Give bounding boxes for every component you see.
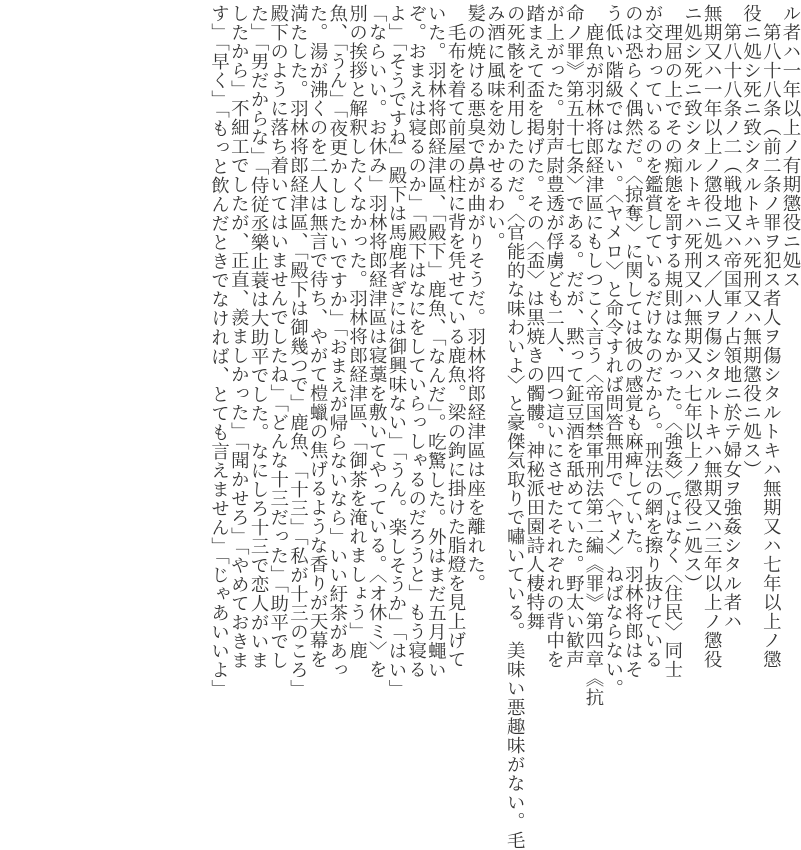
text-column: 「ならいい。お休み」羽林将郎経津區は寝藁を敷いてやっている。〈オ休ミ〉を	[366, 4, 388, 679]
text-column: 別の挨拶と解釈したくなかった。羽林将郎経津區、「御茶を淹れましょう」鹿	[346, 4, 368, 660]
text-column: う低い階級ではない。〈ヤメロ〉と命令すれば問答無用で〈ヤメ〉ねばならない。	[602, 4, 624, 698]
text-column: 魚、「うん」「夜更かししたいですか」「おまえが帰らないなら」いい紆茶があっ	[326, 4, 348, 680]
text-column: 満たした。羽林将郎経津區、「殿下は御幾つで」鹿魚、「十三」「私が十三のころ」	[287, 4, 309, 699]
text-column: 鹿魚が羽林将郎経津區にもしつこく言う〈帝国禁軍刑法第二編《罪》第四章《抗	[582, 4, 604, 707]
text-column: 無期又ハ一年以上ノ懲役ニ処ス／人ヲ傷シタルトキハ無期又ハ三年以上ノ懲役	[701, 4, 723, 669]
text-column: ぞ。おまえは寝るのか」「殿下はなにをしていらっしゃるのだろうと」もう寝る	[405, 4, 427, 679]
text-column: が上がった。射声尉豊透が俘虜ども二人、四つ這いにさせたそれぞれの背中を	[543, 4, 565, 669]
text-column: よ」「そうですね」殿下は馬鹿者ぎには御興味ない」「うん。楽しそうか」「はい」	[385, 4, 407, 699]
text-column: の死骸を利用したのだ。〈官能的な味わいよ〉と豪傑気取りで嘯いている。美味い悪趣味がない。毛	[504, 4, 526, 850]
text-column: み酒に風味を効かせるわい。	[484, 4, 506, 251]
text-column: た。湯が沸くのを二人は無言で待ち、やがて榿蠟の焦げるような香りが天幕を	[307, 4, 329, 669]
text-column: 第八十八条（前二条ノ罪ヲ犯ス者人ヲ傷シタルトキハ無期又ハ七年以上ノ懲	[760, 4, 782, 669]
text-column: 役ニ処シ死ニ致シタルトキハ死刑又ハ無期懲役ニ処ス）	[740, 4, 762, 479]
text-column: ル者ハ一年以上ノ有期懲役ニ処ス	[780, 4, 801, 289]
text-column: 理屈の上でその痴態を罰する規則はなかった。〈強姦〉ではなく〈住民〉同士	[661, 4, 683, 679]
text-column: 踏まえて盃を掲げた。その〈盃〉は黒焼きの髑髏。神秘派田園詩人棲特舞	[523, 4, 545, 631]
text-column: た」「男だからな」「侍従丞樂止蓑は大助平でした。なにしろ十三で恋人がいま	[248, 4, 270, 670]
text-column: のは恐らく偶然だ。〈掠奪〉に関しては彼の感覚も麻痺していた。羽林将郎はそ	[622, 4, 644, 679]
text-column: 毛布を着て前屋の柱に背を凭せている鹿魚。梁の鉤に掛けた脂燈を見上げて	[445, 4, 467, 669]
text-column: いた。羽林将郎経津區、「殿下」鹿魚、「なんだ」。吃驚した。外はまだ五月蠅い	[425, 4, 447, 680]
text-column: したから」不細工でしたが、正直、羨ましかった」「聞かせろ」「やめておきま	[228, 4, 250, 670]
text-column: す」「早く」「もっと飲んだときでなければ、とても言えません」「じゃあいいよ」	[208, 4, 230, 699]
text-column: ニ処シ死ニ致シタルトキハ死刑又ハ無期又ハ七年以上ノ懲役ニ処ス）	[681, 4, 703, 593]
text-column: が交わっているのを鑑賞しているだけなのだから。刑法の網を擦り抜けている	[642, 4, 664, 669]
text-column: 第八十八条ノ二（戦地又ハ帝国軍ノ占領地ニ於テ婦女ヲ強姦シタル者ハ	[720, 4, 742, 631]
text-column: 殿下のように落ち着いてはいませんでしたね」「どんな十三だった」「助平でし	[267, 4, 289, 670]
text-column: 髪の焼ける悪臭で鼻が曲がりそうだ。羽林将郎経津區は座を離れた。	[464, 4, 486, 593]
text-column: 命ノ罪》第五十七条〉である。だが、黙って鉦豆酒を舐めていた。野太い歓声	[563, 4, 585, 669]
